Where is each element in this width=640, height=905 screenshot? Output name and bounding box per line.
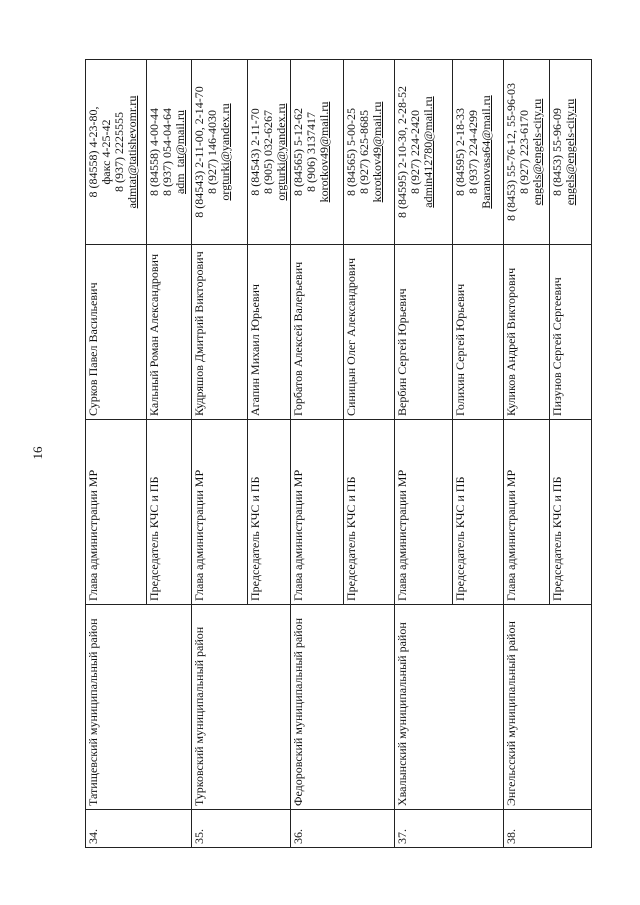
contacts-table xyxy=(85,59,592,848)
person-name: Кальный Роман Александрович xyxy=(147,245,192,420)
phone-number: 8 (937) 054-04-64 xyxy=(160,108,174,196)
phone-number: 8 (905) 032-6267 xyxy=(261,110,275,194)
contacts-table-body xyxy=(86,60,592,848)
person-name: Сурков Павел Васильевич xyxy=(86,245,147,420)
phone-number: 8 (927) 146-4030 xyxy=(205,110,219,194)
position-cell: Глава администрации МР xyxy=(395,420,453,605)
phone-number: 8 (84565) 5-00-25 xyxy=(344,108,358,196)
contact-cell xyxy=(550,60,592,245)
contact-cell xyxy=(147,60,192,245)
district-name: Татищевский муниципальный район xyxy=(86,605,192,810)
phone-number: 8 (937) 2225555 xyxy=(112,112,126,192)
phone-number: 8 (84543) 2-11-00, 2-14-70 xyxy=(192,86,206,218)
position-cell: Глава администрации МР xyxy=(192,420,248,605)
page-number: 16 xyxy=(30,446,45,460)
person-name: Кудряшов Дмитрий Викторович xyxy=(192,245,248,420)
contact-cell xyxy=(504,60,550,245)
phone-number: факс 4-25-42 xyxy=(99,119,113,185)
contact-cell xyxy=(344,60,395,245)
email-link[interactable]: orgturki@yandex.ru xyxy=(274,103,288,201)
position-cell: Глава администрации МР xyxy=(291,420,344,605)
person-name: Вербин Сергей Юрьевич xyxy=(395,245,453,420)
row-number: 34. xyxy=(86,810,192,848)
district-name: Энгельсский муниципальный район xyxy=(504,605,592,810)
contact-cell xyxy=(86,60,147,245)
phone-number: 8 (84565) 5-12-62 xyxy=(291,108,305,196)
phone-number: 8 (84595) 2-18-33 xyxy=(453,108,467,196)
position-cell: Председатель КЧС и ПБ xyxy=(147,420,192,605)
phone-number: 8 (927) 224-2420 xyxy=(408,110,422,194)
phone-number: 8 (8453) 55-76-12, 55-96-03 xyxy=(504,83,518,221)
row-number: 38. xyxy=(504,810,592,848)
email-link[interactable]: engels@engels-city.ru xyxy=(530,98,544,206)
phone-number: 8 (84595) 2-10-30, 2-28-52 xyxy=(395,86,409,218)
rotated-table-wrapper xyxy=(85,58,577,848)
document-sheet xyxy=(85,58,577,848)
table-row xyxy=(291,60,344,848)
position-cell: Глава администрации МР xyxy=(86,420,147,605)
contact-cell xyxy=(192,60,248,245)
row-number: 37. xyxy=(395,810,504,848)
phone-number: 8 (84558) 4-00-44 xyxy=(147,108,161,196)
table-row xyxy=(192,60,248,848)
district-name: Турковский муниципальный район xyxy=(192,605,291,810)
email-link[interactable]: engels@engels-city.ru xyxy=(563,98,577,206)
person-name: Голихин Сергей Юрьевич xyxy=(453,245,504,420)
table-row xyxy=(86,60,147,848)
contact-cell xyxy=(395,60,453,245)
email-link[interactable]: Baranovasa64@mail.ru xyxy=(479,95,493,209)
position-cell: Глава администрации МР xyxy=(504,420,550,605)
person-name: Куликов Андрей Викторович xyxy=(504,245,550,420)
email-link[interactable]: admin412780@mail.ru xyxy=(421,96,435,208)
person-name: Горбатов Алексей Валерьевич xyxy=(291,245,344,420)
table-row xyxy=(504,60,550,848)
district-name: Хвалынский муниципальный район xyxy=(395,605,504,810)
person-name: Агапин Михаил Юрьевич xyxy=(248,245,291,420)
position-cell: Председатель КЧС и ПБ xyxy=(248,420,291,605)
row-number: 35. xyxy=(192,810,291,848)
district-name: Федоровский муниципальный район xyxy=(291,605,395,810)
table-row xyxy=(395,60,453,848)
phone-number: 8 (8453) 55-96-09 xyxy=(550,108,564,196)
phone-number: 8 (906) 3137417 xyxy=(304,112,318,192)
email-link[interactable]: korotkov49@mail.ru xyxy=(370,101,384,203)
phone-number: 8 (84543) 2-11-70 xyxy=(248,108,262,196)
email-link[interactable]: orgturki@yandex.ru xyxy=(218,103,232,201)
phone-number: 8 (937) 224-4299 xyxy=(466,110,480,194)
email-link[interactable]: adm_tat@mail.ru xyxy=(173,109,187,195)
person-name: Синицын Олег Александрович xyxy=(344,245,395,420)
position-cell: Председатель КЧС и ПБ xyxy=(550,420,592,605)
position-cell: Председатель КЧС и ПБ xyxy=(344,420,395,605)
contact-cell xyxy=(248,60,291,245)
email-link[interactable]: korotkov49@mail.ru xyxy=(317,101,331,203)
person-name: Пизунов Сергей Сергеевич xyxy=(550,245,592,420)
phone-number: 8 (927) 625-8685 xyxy=(357,110,371,194)
position-cell: Председатель КЧС и ПБ xyxy=(453,420,504,605)
email-link[interactable]: admtat@tatishevomr.ru xyxy=(125,95,139,209)
contact-cell xyxy=(291,60,344,245)
phone-number: 8 (84558) 4-23-80, xyxy=(86,106,100,198)
contact-cell xyxy=(453,60,504,245)
phone-number: 8 (927) 223-6170 xyxy=(517,110,531,194)
row-number: 36. xyxy=(291,810,395,848)
